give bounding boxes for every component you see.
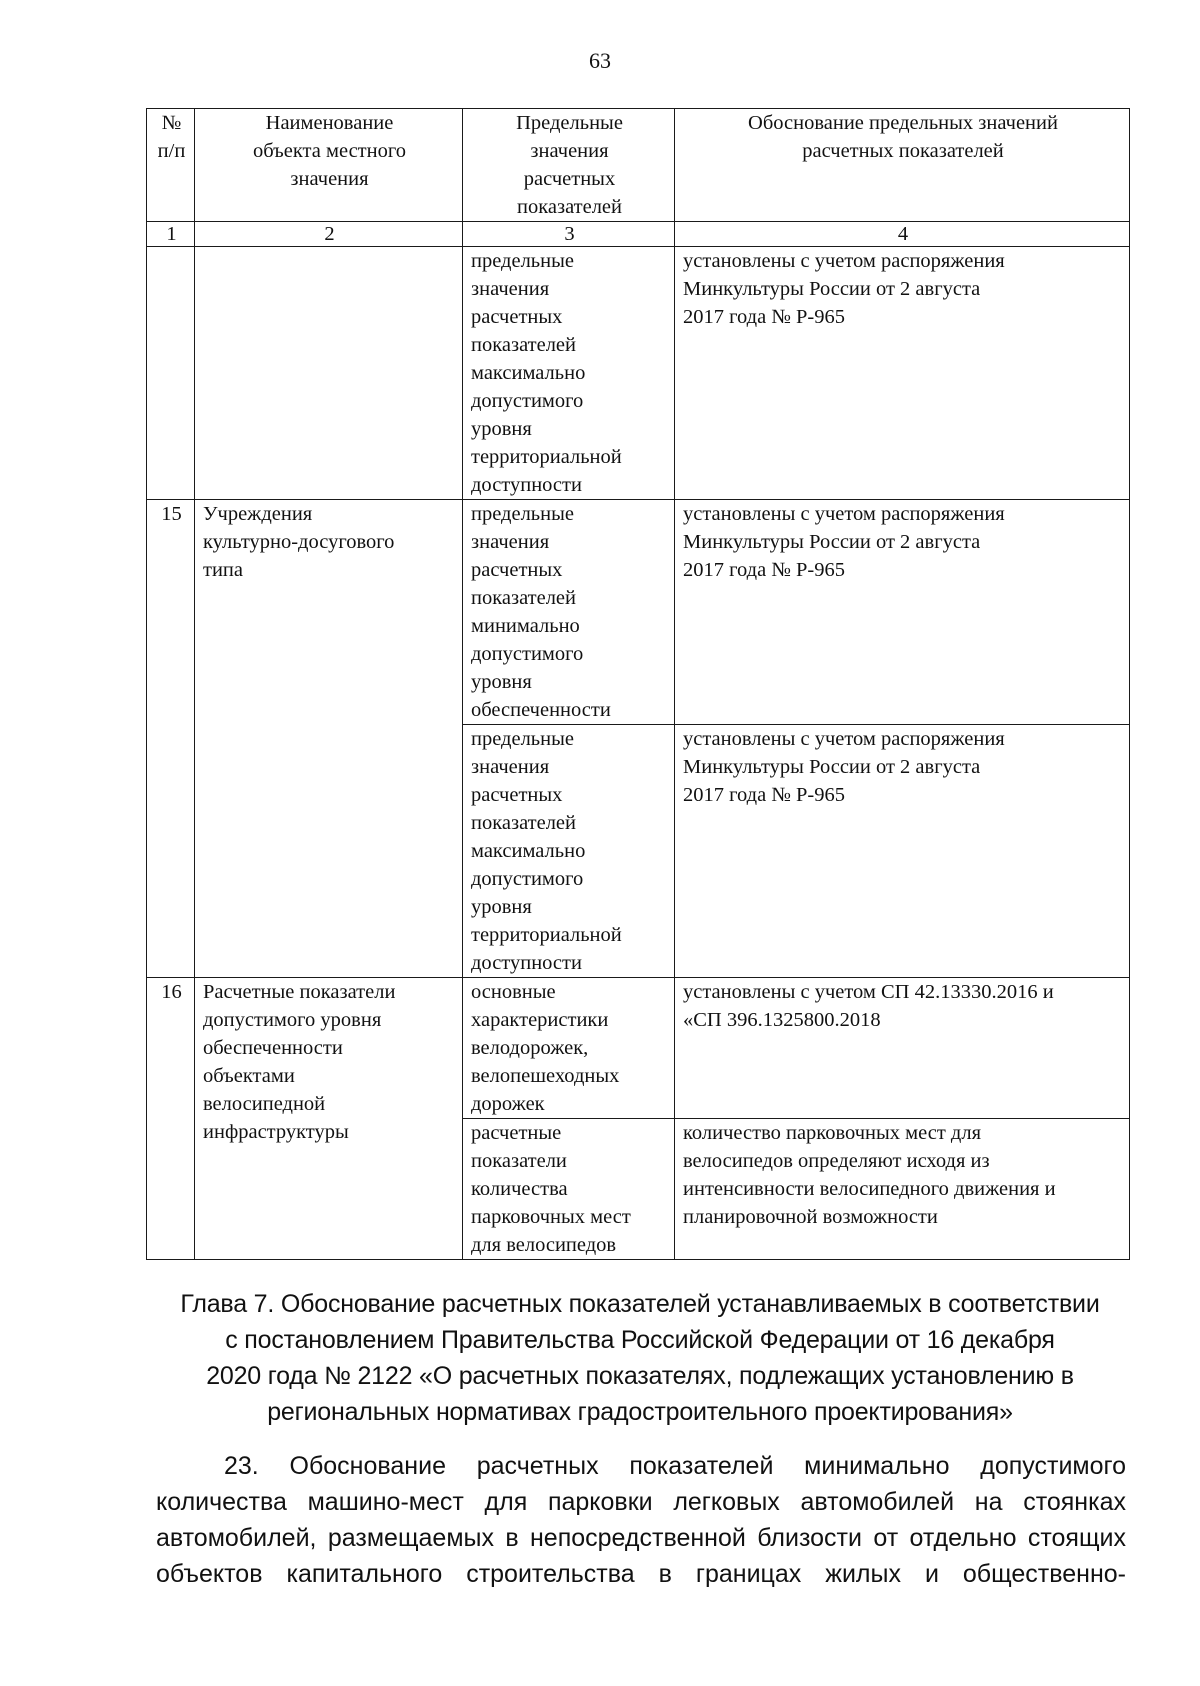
row-number: 16	[147, 978, 195, 1260]
row-basis: установлены с учетом распоряжения Минкультуры России от 2 августа 2017 года № Р-965	[675, 500, 1130, 725]
table-row	[147, 500, 1130, 725]
row-basis: установлены с учетом распоряжения Минкультуры России от 2 августа 2017 года № Р-965	[675, 247, 1130, 500]
row-basis: установлены с учетом распоряжения Минкультуры России от 2 августа 2017 года № Р-965	[675, 725, 1130, 978]
row-values: расчетные показатели количества парковочных мест для велосипедов	[463, 1119, 675, 1260]
col-number: 1	[147, 222, 195, 247]
row-values: предельные значения расчетных показателей минимально допустимого уровня обеспеченности	[463, 500, 675, 725]
chapter-heading: Глава 7. Обоснование расчетных показателей устанавливаемых в соответствии с постановлением Правительства Российской Федерации от 16 декабря 2020 года № 2122 «О расчетных показателях, подлежащих установлению в региональных нормативах градостроительного проектирования»	[180, 1290, 1100, 1426]
row-values: основные характеристики велодорожек, велопешеходных дорожек	[463, 978, 675, 1119]
row-object-name	[195, 247, 463, 500]
row-values: предельные значения расчетных показателей максимально допустимого уровня территориальной доступности	[463, 247, 675, 500]
row-values: предельные значения расчетных показателей максимально допустимого уровня территориальной доступности	[463, 725, 675, 978]
row-number: 15	[147, 500, 195, 978]
row-basis: количество парковочных мест для велосипедов определяют исходя из интенсивности велосипедного движения и планировочной возможности	[675, 1119, 1130, 1260]
col-number: 4	[675, 222, 1130, 247]
header-num: № п/п	[147, 109, 195, 222]
col-number: 2	[195, 222, 463, 247]
row-number	[147, 247, 195, 500]
norms-table	[146, 108, 1130, 1260]
table-row	[147, 247, 1130, 500]
header-object-name: Наименование объекта местного значения	[195, 109, 463, 222]
header-limit-values: Предельные значения расчетных показателей	[463, 109, 675, 222]
page-number: 63	[589, 48, 611, 73]
row-object-name: Учреждения культурно-досугового типа	[195, 500, 463, 978]
row-object-name: Расчетные показатели допустимого уровня обеспеченности объектами велосипедной инфраструктуры	[195, 978, 463, 1260]
table-row	[147, 978, 1130, 1119]
col-number: 3	[463, 222, 675, 247]
column-numbers-row	[147, 222, 1130, 247]
header-basis: Обоснование предельных значений расчетных показателей	[675, 109, 1130, 222]
table-header-row	[147, 109, 1130, 222]
body-paragraph: 23. Обоснование расчетных показателей минимально допустимого количества машино-мест для парковки легковых автомобилей на стоянках автомобилей, размещаемых в непосредственной близости от отдельно стоящих объектов капитального строительства в границах жилых и общественно-	[156, 1452, 1126, 1588]
row-basis: установлены с учетом СП 42.13330.2016 и «СП 396.1325800.2018	[675, 978, 1130, 1119]
